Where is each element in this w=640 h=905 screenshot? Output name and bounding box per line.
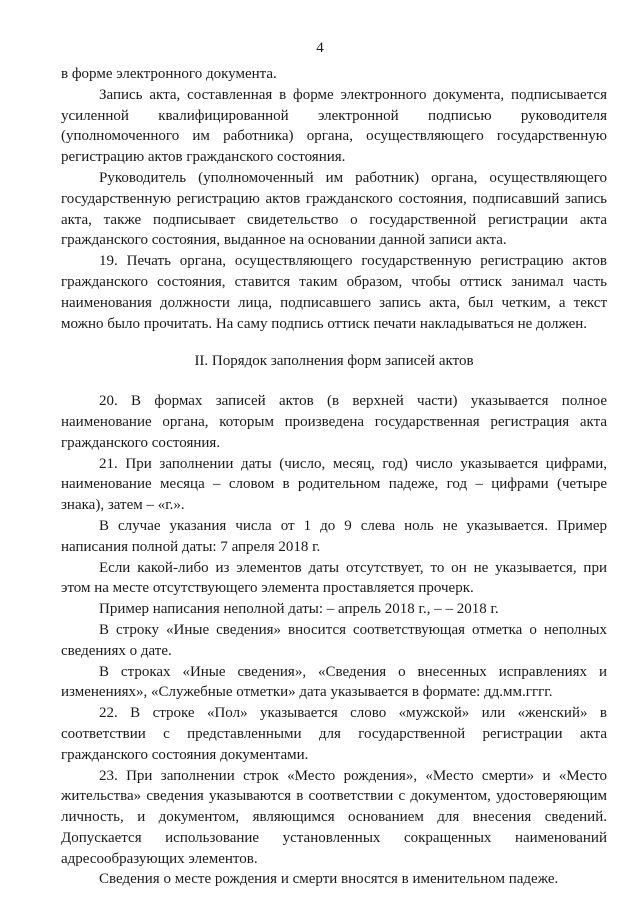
paragraph: в форме электронного документа.	[61, 66, 277, 82]
paragraph: Пример написания неполной даты: – апрель 2018 г., – – 2018 г.	[99, 601, 499, 618]
paragraph: В строках «Иные сведения», «Сведения о внесенных исправлениях и изменениях», «Служебные отметки» дата указывается в формате: дд.мм.гггг.	[61, 663, 607, 701]
paragraph: 20. В формах записей актов (в верхней части) указывается полное наименование органа, которым произведена государственная регистрация акта гражданского состояния.	[61, 393, 607, 451]
paragraph: Запись акта, составленная в форме электронного документа, подписывается усиленной квалифицированной электронной подписью руководителя (уполномоченного им работника) органа, осуществляющего государственную регистрацию актов гражданского состояния.	[61, 86, 607, 166]
document-body	[61, 64, 607, 890]
paragraph: 22. В строке «Пол» указывается слово «мужской» или «женский» в соответствии с представленными для государственной регистрации акта гражданского состояния документами.	[61, 705, 607, 763]
page-number: 4	[316, 40, 324, 56]
section-heading: II. Порядок заполнения форм записей актов	[194, 353, 474, 370]
paragraph: В строку «Иные сведения» вносится соответствующая отметка о неполных сведениях о дате.	[61, 621, 607, 659]
paragraph: Если какой-либо из элементов даты отсутствует, то он не указывается, при этом на месте отсутствующего элемента проставляется прочерк.	[61, 559, 607, 597]
paragraph: Сведения о месте рождения и смерти вносятся в именительном падеже.	[99, 871, 559, 888]
paragraph: Руководитель (уполномоченный им работник) органа, осуществляющего государственную регистрацию актов гражданского состояния, подписавший запись акта, также подписывает свидетельство о государственной регистрации акта гражданского состояния, выданное на основании данной записи акта.	[61, 169, 607, 249]
paragraph: 19. Печать органа, осуществляющего государственную регистрацию актов гражданского состояния, ставится таким образом, чтобы оттиск занимал часть наименования должности лица, подписавшего запись акта, был четким, а текст можно было прочитать. На саму подпись оттиск печати накладываться не должен.	[61, 253, 607, 332]
paragraph: 21. При заполнении даты (число, месяц, год) число указывается цифрами, наименование месяца – словом в родительном падеже, год – цифрами (четыре знака), затем – «г.».	[61, 455, 607, 514]
paragraph: 23. При заполнении строк «Место рождения», «Место смерти» и «Место жительства» сведения указываются в соответствии с документом, удостоверяющим личность, и документом, являющимся основанием для внесения сведений. Допускается использование установленных сокращенных наименований адресообразующих элементов.	[61, 767, 607, 867]
paragraph: В случае указания числа от 1 до 9 слева ноль не указывается. Пример написания полной даты: 7 апреля 2018 г.	[61, 517, 607, 555]
